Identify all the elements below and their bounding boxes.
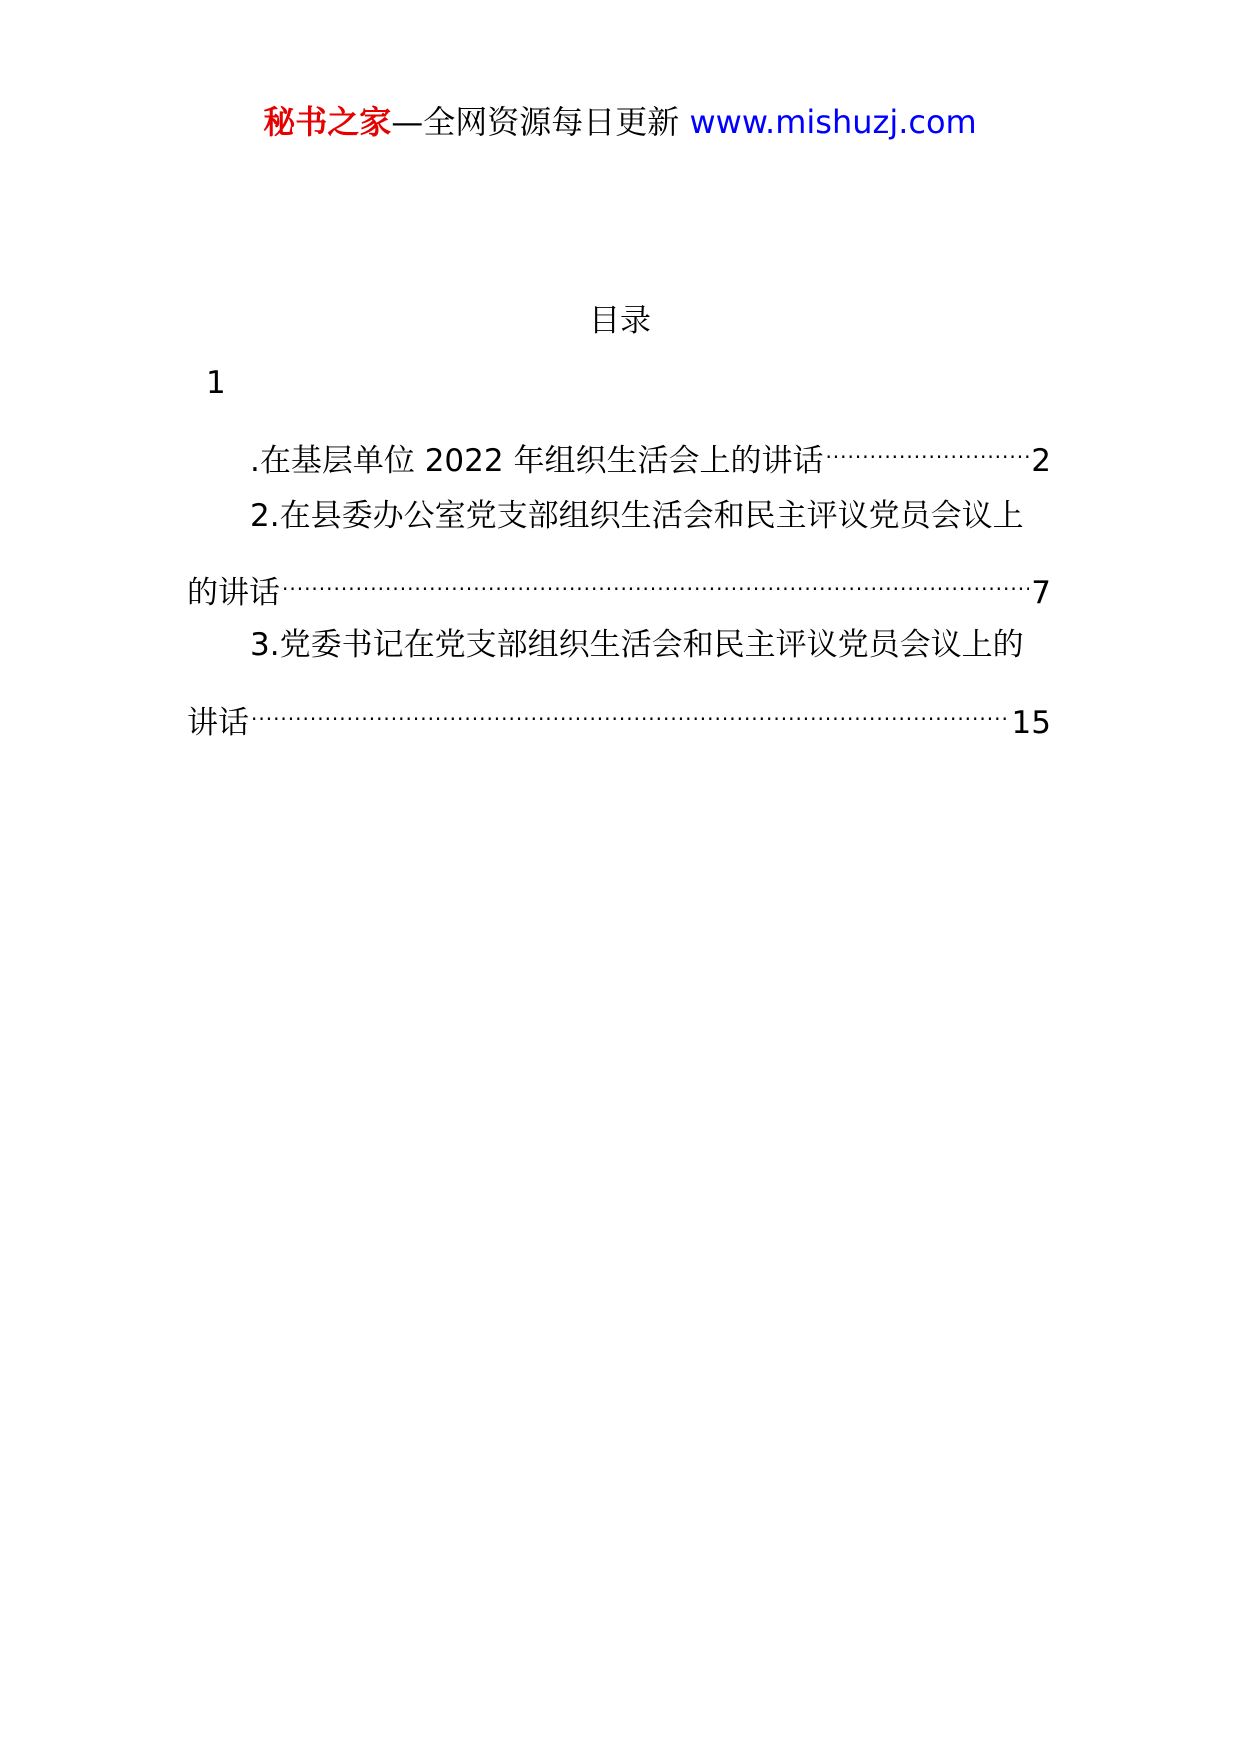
toc-leader-dots [251, 687, 1010, 733]
toc-entry-1[interactable] [250, 425, 1051, 484]
brand-name: 秘书之家 [263, 103, 392, 141]
toc-title: 目录 [589, 303, 651, 339]
toc-entry-3-line1[interactable]: 3.党委书记在党支部组织生活会和民主评议党员会议上的 [250, 627, 1024, 663]
toc-entry-label: 的讲话 [187, 575, 280, 611]
toc-entry-label: 讲话 [187, 705, 249, 741]
toc-entry-label: .在基层单位 2022 年组织生活会上的讲话 [250, 443, 824, 479]
toc-entry-page: 7 [1031, 575, 1051, 611]
toc-leader-dots [282, 557, 1029, 603]
toc-entry-2-line1[interactable]: 2.在县委办公室党支部组织生活会和民主评议党员会议上 [250, 498, 1024, 534]
toc-stray-number: 1 [206, 365, 226, 401]
toc-entry-3[interactable] [187, 687, 1051, 746]
site-url[interactable]: www.mishuzj.com [689, 103, 977, 141]
toc-entry-page: 15 [1011, 705, 1051, 741]
toc-entry-2[interactable] [187, 557, 1051, 616]
page-header [0, 98, 1240, 146]
toc-leader-dots [825, 425, 1029, 471]
toc-entry-page: 2 [1031, 443, 1051, 479]
header-tagline: —全网资源每日更新 [391, 103, 690, 141]
